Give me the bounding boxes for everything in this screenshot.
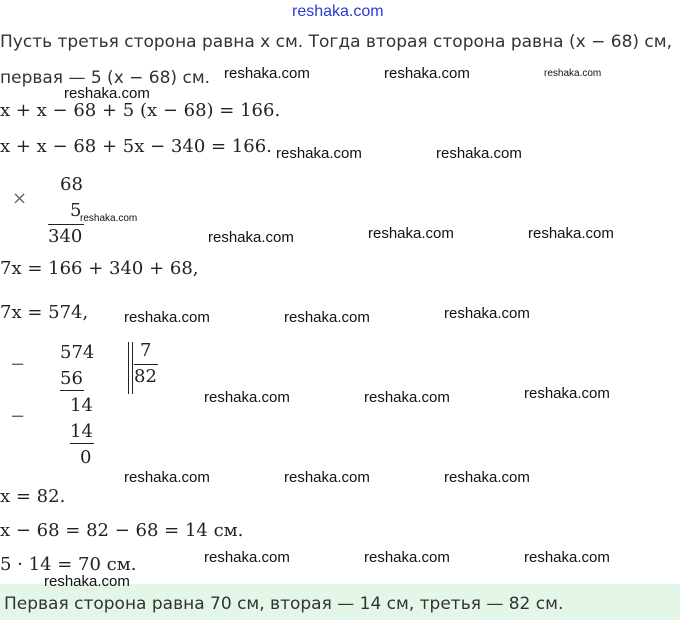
- watermark-text: reshaka.com: [44, 573, 130, 590]
- watermark-text: reshaka.com: [444, 469, 530, 486]
- division-underline-1: [60, 390, 84, 391]
- division-divisor: 7: [140, 340, 152, 361]
- watermark-text: reshaka.com: [80, 213, 138, 224]
- equation-2: x + x − 68 + 5x − 340 = 166.: [0, 136, 272, 157]
- equation-3: 7x = 166 + 340 + 68,: [0, 258, 199, 279]
- division-dividend: 574: [60, 342, 95, 363]
- division-bar-vertical-1: [128, 342, 129, 394]
- mult-factor-2: 5: [70, 200, 82, 221]
- watermark-text: reshaka.com: [524, 385, 610, 402]
- watermark-text: reshaka.com: [524, 549, 610, 566]
- mult-product: 340: [48, 226, 83, 247]
- equation-7: 5 · 14 = 70 см.: [0, 554, 137, 575]
- division-minus-sign-2: −: [10, 406, 26, 427]
- division-minus-sign-1: −: [10, 354, 26, 375]
- division-subtrahend-1: 56: [60, 368, 83, 389]
- equation-1: x + x − 68 + 5 (x − 68) = 166.: [0, 100, 281, 121]
- division-remainder-1: 14: [70, 395, 93, 416]
- multiply-sign: ×: [12, 188, 28, 209]
- watermark-text: reshaka.com: [276, 145, 362, 162]
- watermark-text: reshaka.com: [204, 549, 290, 566]
- text-line-first-side: первая — 5 (x − 68) см.: [0, 68, 211, 88]
- equation-5: x = 82.: [0, 486, 66, 507]
- equation-4: 7x = 574,: [0, 302, 89, 323]
- watermark-text: reshaka.com: [208, 229, 294, 246]
- watermark-text: reshaka.com: [364, 549, 450, 566]
- watermark-text: reshaka.com: [544, 68, 602, 79]
- watermark-text: reshaka.com: [64, 85, 150, 102]
- division-subtrahend-2: 14: [70, 421, 93, 442]
- mult-factor-1: 68: [60, 174, 83, 195]
- watermark-text: reshaka.com: [124, 469, 210, 486]
- watermark-text: reshaka.com: [224, 65, 310, 82]
- site-header-link[interactable]: reshaka.com: [292, 3, 384, 20]
- watermark-text: reshaka.com: [444, 305, 530, 322]
- watermark-text: reshaka.com: [284, 469, 370, 486]
- division-quotient: 82: [134, 366, 157, 387]
- division-underline-2: [70, 443, 94, 444]
- text-line-intro: Пусть третья сторона равна x см. Тогда вторая сторона равна (x − 68) см,: [0, 32, 672, 52]
- mult-underline: [48, 224, 84, 225]
- division-remainder-final: 0: [80, 447, 92, 468]
- watermark-text: reshaka.com: [528, 225, 614, 242]
- watermark-text: reshaka.com: [204, 389, 290, 406]
- division-bar-vertical-2: [132, 342, 133, 394]
- answer-text: Первая сторона равна 70 см, вторая — 14 см, третья — 82 см.: [4, 594, 564, 614]
- watermark-text: reshaka.com: [284, 309, 370, 326]
- division-divisor-underline: [134, 364, 158, 365]
- equation-6: x − 68 = 82 − 68 = 14 см.: [0, 520, 244, 541]
- watermark-text: reshaka.com: [368, 225, 454, 242]
- watermark-text: reshaka.com: [384, 65, 470, 82]
- watermark-text: reshaka.com: [436, 145, 522, 162]
- watermark-text: reshaka.com: [364, 389, 450, 406]
- watermark-text: reshaka.com: [124, 309, 210, 326]
